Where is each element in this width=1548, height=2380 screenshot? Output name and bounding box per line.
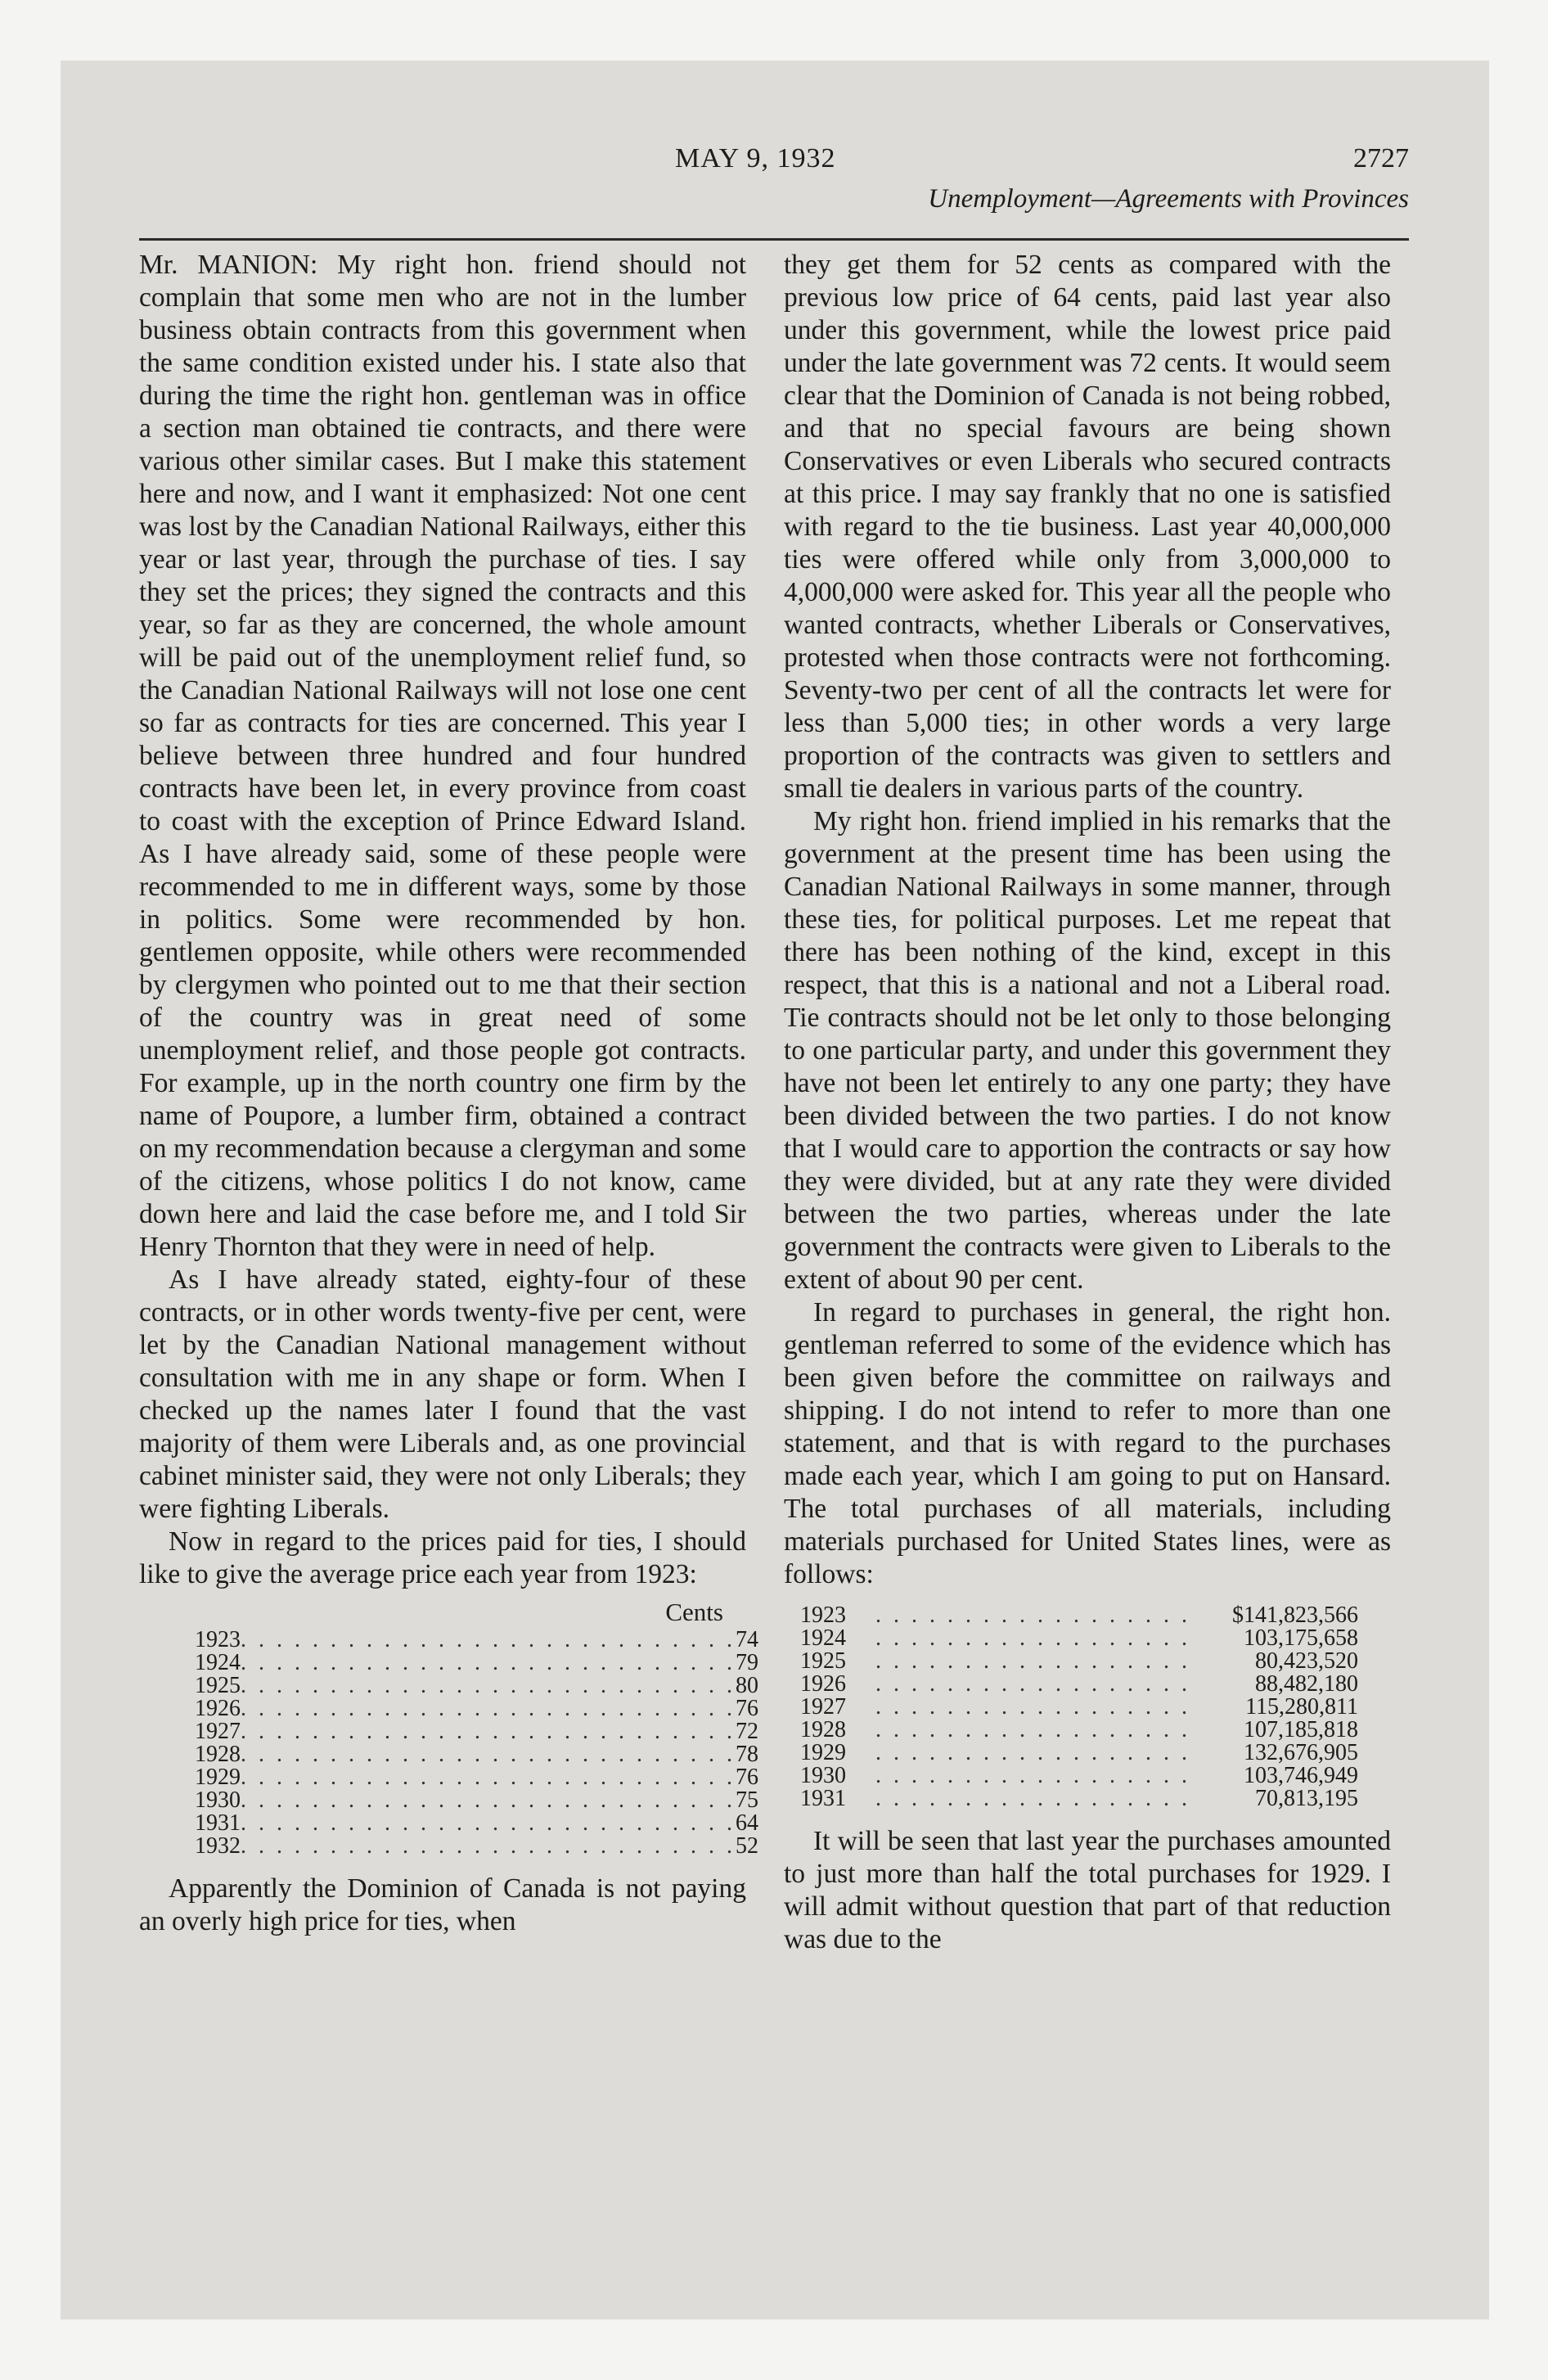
leader-dots: . . . . . . . . . . . . . . . . . . — [875, 1625, 1190, 1651]
year-cell: 1925 — [800, 1648, 846, 1674]
purchases-table — [784, 1604, 1391, 1810]
table-row — [195, 1765, 758, 1790]
table-row — [195, 1696, 758, 1721]
value-cell: 88,482,180 — [1255, 1671, 1358, 1697]
leader-dots: . . . . . . . . . . . . . . . . . . — [875, 1740, 1190, 1765]
leader-dots: . . . . . . . . . . . . . . . . . . — [875, 1717, 1190, 1742]
paragraph: It will be seen that last year the purchases amounted to just more than half the total purchases for 1929. I will admit without question that part of that reduction was due to the — [784, 1826, 1391, 1954]
year-cell: 1924 — [800, 1625, 846, 1651]
table-row — [800, 1742, 1358, 1765]
leader-dots: . . . . . . . . . . . . . . . . . . . . . . . . . . . . — [241, 1627, 736, 1652]
value-cell: 80,423,520 — [1255, 1648, 1358, 1674]
value-cell: 132,676,905 — [1244, 1740, 1358, 1765]
year-cell: 1927 — [195, 1719, 241, 1744]
leader-dots: . . . . . . . . . . . . . . . . . . — [875, 1694, 1190, 1720]
leader-dots: . . . . . . . . . . . . . . . . . . — [875, 1602, 1190, 1628]
table-row — [195, 1673, 758, 1698]
year-cell: 1928 — [800, 1717, 846, 1742]
value-cell: 76 — [736, 1696, 758, 1721]
value-cell: 115,280,811 — [1245, 1694, 1358, 1720]
year-cell: 1931 — [195, 1810, 241, 1836]
leader-dots: . . . . . . . . . . . . . . . . . . . . . . . . . . . . — [241, 1742, 736, 1767]
prices-table-header: Cents — [665, 1598, 723, 1626]
table-row — [195, 1810, 758, 1836]
paragraph: My right hon. friend implied in his remarks that the government at the present time has been using the Canadian National Railways in some manner, through these ties, for political purposes. Let me repeat that there has been nothing of the kind, except in this respect, that this is a national and not a Liberal road. Tie contracts should not be let only to those belonging to one particular party, and under this government they have not been let entirely to any one party; they have been divided between the two parties. I do not know that I would care to apportion the contracts or say how they were divided, but at any rate they were divided between the two parties, whereas under the late government the contracts were given to Liberals to the extent of about 90 per cent. — [784, 806, 1391, 1295]
leader-dots: . . . . . . . . . . . . . . . . . . . . . . . . . . . . — [241, 1673, 736, 1698]
value-cell: 75 — [736, 1787, 758, 1813]
leader-dots: . . . . . . . . . . . . . . . . . . — [875, 1671, 1190, 1697]
paragraph: As I have already stated, eighty-four of these contracts, or in other words twenty-five per cent, were let by the Canadian National management without consultation with me in any shape or form. When I checked up the names later I found that the vast majority of them were Liberals and, as one provincial cabinet minister said, they were not only Liberals; they were fighting Liberals. — [139, 1264, 746, 1524]
leader-dots: . . . . . . . . . . . . . . . . . . . . . . . . . . . . — [241, 1719, 736, 1744]
year-cell: 1930 — [195, 1787, 241, 1813]
header-date: MAY 9, 1932 — [675, 143, 836, 174]
year-cell: 1924 — [195, 1650, 241, 1675]
table-row — [800, 1650, 1358, 1673]
table-row — [195, 1742, 758, 1767]
leader-dots: . . . . . . . . . . . . . . . . . . . . . . . . . . . . — [241, 1833, 736, 1859]
leader-dots: . . . . . . . . . . . . . . . . . . — [875, 1786, 1190, 1811]
year-cell: 1929 — [195, 1765, 241, 1790]
table-row — [800, 1696, 1358, 1719]
year-cell: 1928 — [195, 1742, 241, 1767]
page-header — [139, 86, 1409, 214]
value-cell: 64 — [736, 1810, 758, 1836]
table-row — [195, 1833, 758, 1859]
table-row — [800, 1787, 1358, 1810]
value-cell: 70,813,195 — [1255, 1786, 1358, 1811]
table-row — [800, 1673, 1358, 1696]
value-cell: 80 — [736, 1673, 758, 1698]
value-cell: 76 — [736, 1765, 758, 1790]
table-row — [195, 1787, 758, 1813]
value-cell: 74 — [736, 1627, 758, 1652]
tie-prices-table — [139, 1627, 758, 1859]
page-number: 2727 — [1353, 143, 1409, 174]
value-cell: 107,185,818 — [1244, 1717, 1358, 1742]
year-cell: 1927 — [800, 1694, 846, 1720]
value-cell: $141,823,566 — [1232, 1602, 1358, 1628]
leader-dots: . . . . . . . . . . . . . . . . . . . . . . . . . . . . — [241, 1765, 736, 1790]
paragraph: Mr. MANION: My right hon. friend should not complain that some men who are not in the lumber business obtain contracts from this government when the same condition existed under his. I state also that during the time the right hon. gentleman was in office a section man obtained tie contracts, and there were various other similar cases. But I make this statement here and now, and I want it emphasized: Not one cent was lost by the Canadian National Railways, either this year or last year, through the purchase of ties. I say they set the prices; they signed the contracts and this year, so far as they are concerned, the whole amount will be paid out of the unemployment relief fund, so the Canadian National Railways will not lose one cent so far as contracts for ties are concerned. This year I believe between three hundred and four hundred contracts have been let, in every province from coast to coast with the exception of Prince Edward Island. As I have already said, some of these people were recommended to me in different ways, some by those in politics. Some were recommended by hon. gentlemen opposite, while others were recommended by clergymen who pointed out to me that their section of the country was in great need of some unemployment relief, and those people got contracts. For example, up in the north country one firm by the name of Poupore, a lumber firm, obtained a contract on my recommendation because a clergyman and some of the citizens, whose politics I do not know, came down here and laid the case before me, and I told Sir Henry Thornton that they were in need of help. — [139, 250, 746, 1262]
year-cell: 1925 — [195, 1673, 241, 1698]
table-row — [800, 1604, 1358, 1627]
value-cell: 52 — [736, 1833, 758, 1859]
paragraph: they get them for 52 cents as compared with the previous low price of 64 cents, paid last year also under this government, while the lowest price paid under the late government was 72 cents. It would seem clear that the Dominion of Canada is not being robbed, and that no special favours are being shown Conservatives or even Liberals who secured contracts at this price. I may say frankly that no one is satisfied with regard to the tie business. Last year 40,000,000 ties were offered while only from 3,000,000 to 4,000,000 were asked for. This year all the people who wanted contracts, whether Liberals or Conservatives, protested when those contracts were not forthcoming. Seventy-two per cent of all the contracts let were for less than 5,000 ties; in other words a very large proportion of the contracts was given to settlers and small tie dealers in various parts of the country. — [784, 250, 1391, 804]
table-row — [800, 1627, 1358, 1650]
right-column — [784, 249, 1391, 1956]
leader-dots: . . . . . . . . . . . . . . . . . . . . . . . . . . . . — [241, 1787, 736, 1813]
value-cell: 103,746,949 — [1244, 1763, 1358, 1788]
left-column — [139, 249, 758, 1938]
table-row — [800, 1765, 1358, 1787]
table-row — [195, 1650, 758, 1675]
table-row — [195, 1719, 758, 1744]
table-row — [800, 1719, 1358, 1742]
year-cell: 1926 — [800, 1671, 846, 1697]
year-cell: 1923 — [195, 1627, 241, 1652]
leader-dots: . . . . . . . . . . . . . . . . . . — [875, 1763, 1190, 1788]
year-cell: 1931 — [800, 1786, 846, 1811]
year-cell: 1926 — [195, 1696, 241, 1721]
leader-dots: . . . . . . . . . . . . . . . . . . . . . . . . . . . . — [241, 1810, 736, 1836]
value-cell: 72 — [736, 1719, 758, 1744]
header-subtitle: Unemployment—Agreements with Provinces — [928, 184, 1409, 214]
leader-dots: . . . . . . . . . . . . . . . . . . . . . . . . . . . . — [241, 1696, 736, 1721]
paragraph: In regard to purchases in general, the right hon. gentleman referred to some of the evidence which has been given before the committee on railways and shipping. I do not intend to refer to more than one statement, and that is with regard to the purchases made each year, which I am going to put on Hansard. The total purchases of all materials, including materials purchased for United States lines, were as follows: — [784, 1297, 1391, 1589]
leader-dots: . . . . . . . . . . . . . . . . . . — [875, 1648, 1190, 1674]
value-cell: 78 — [736, 1742, 758, 1767]
value-cell: 79 — [736, 1650, 758, 1675]
year-cell: 1929 — [800, 1740, 846, 1765]
year-cell: 1923 — [800, 1602, 846, 1628]
year-cell: 1932 — [195, 1833, 241, 1859]
table-row — [195, 1627, 758, 1652]
leader-dots: . . . . . . . . . . . . . . . . . . . . . . . . . . . . — [241, 1650, 736, 1675]
value-cell: 103,175,658 — [1244, 1625, 1358, 1651]
year-cell: 1930 — [800, 1763, 846, 1788]
header-rule — [139, 238, 1409, 241]
paragraph: Apparently the Dominion of Canada is not paying an overly high price for ties, when — [139, 1873, 746, 1936]
paragraph: Now in regard to the prices paid for ties, I should like to give the average price each year from 1923: — [139, 1526, 746, 1589]
